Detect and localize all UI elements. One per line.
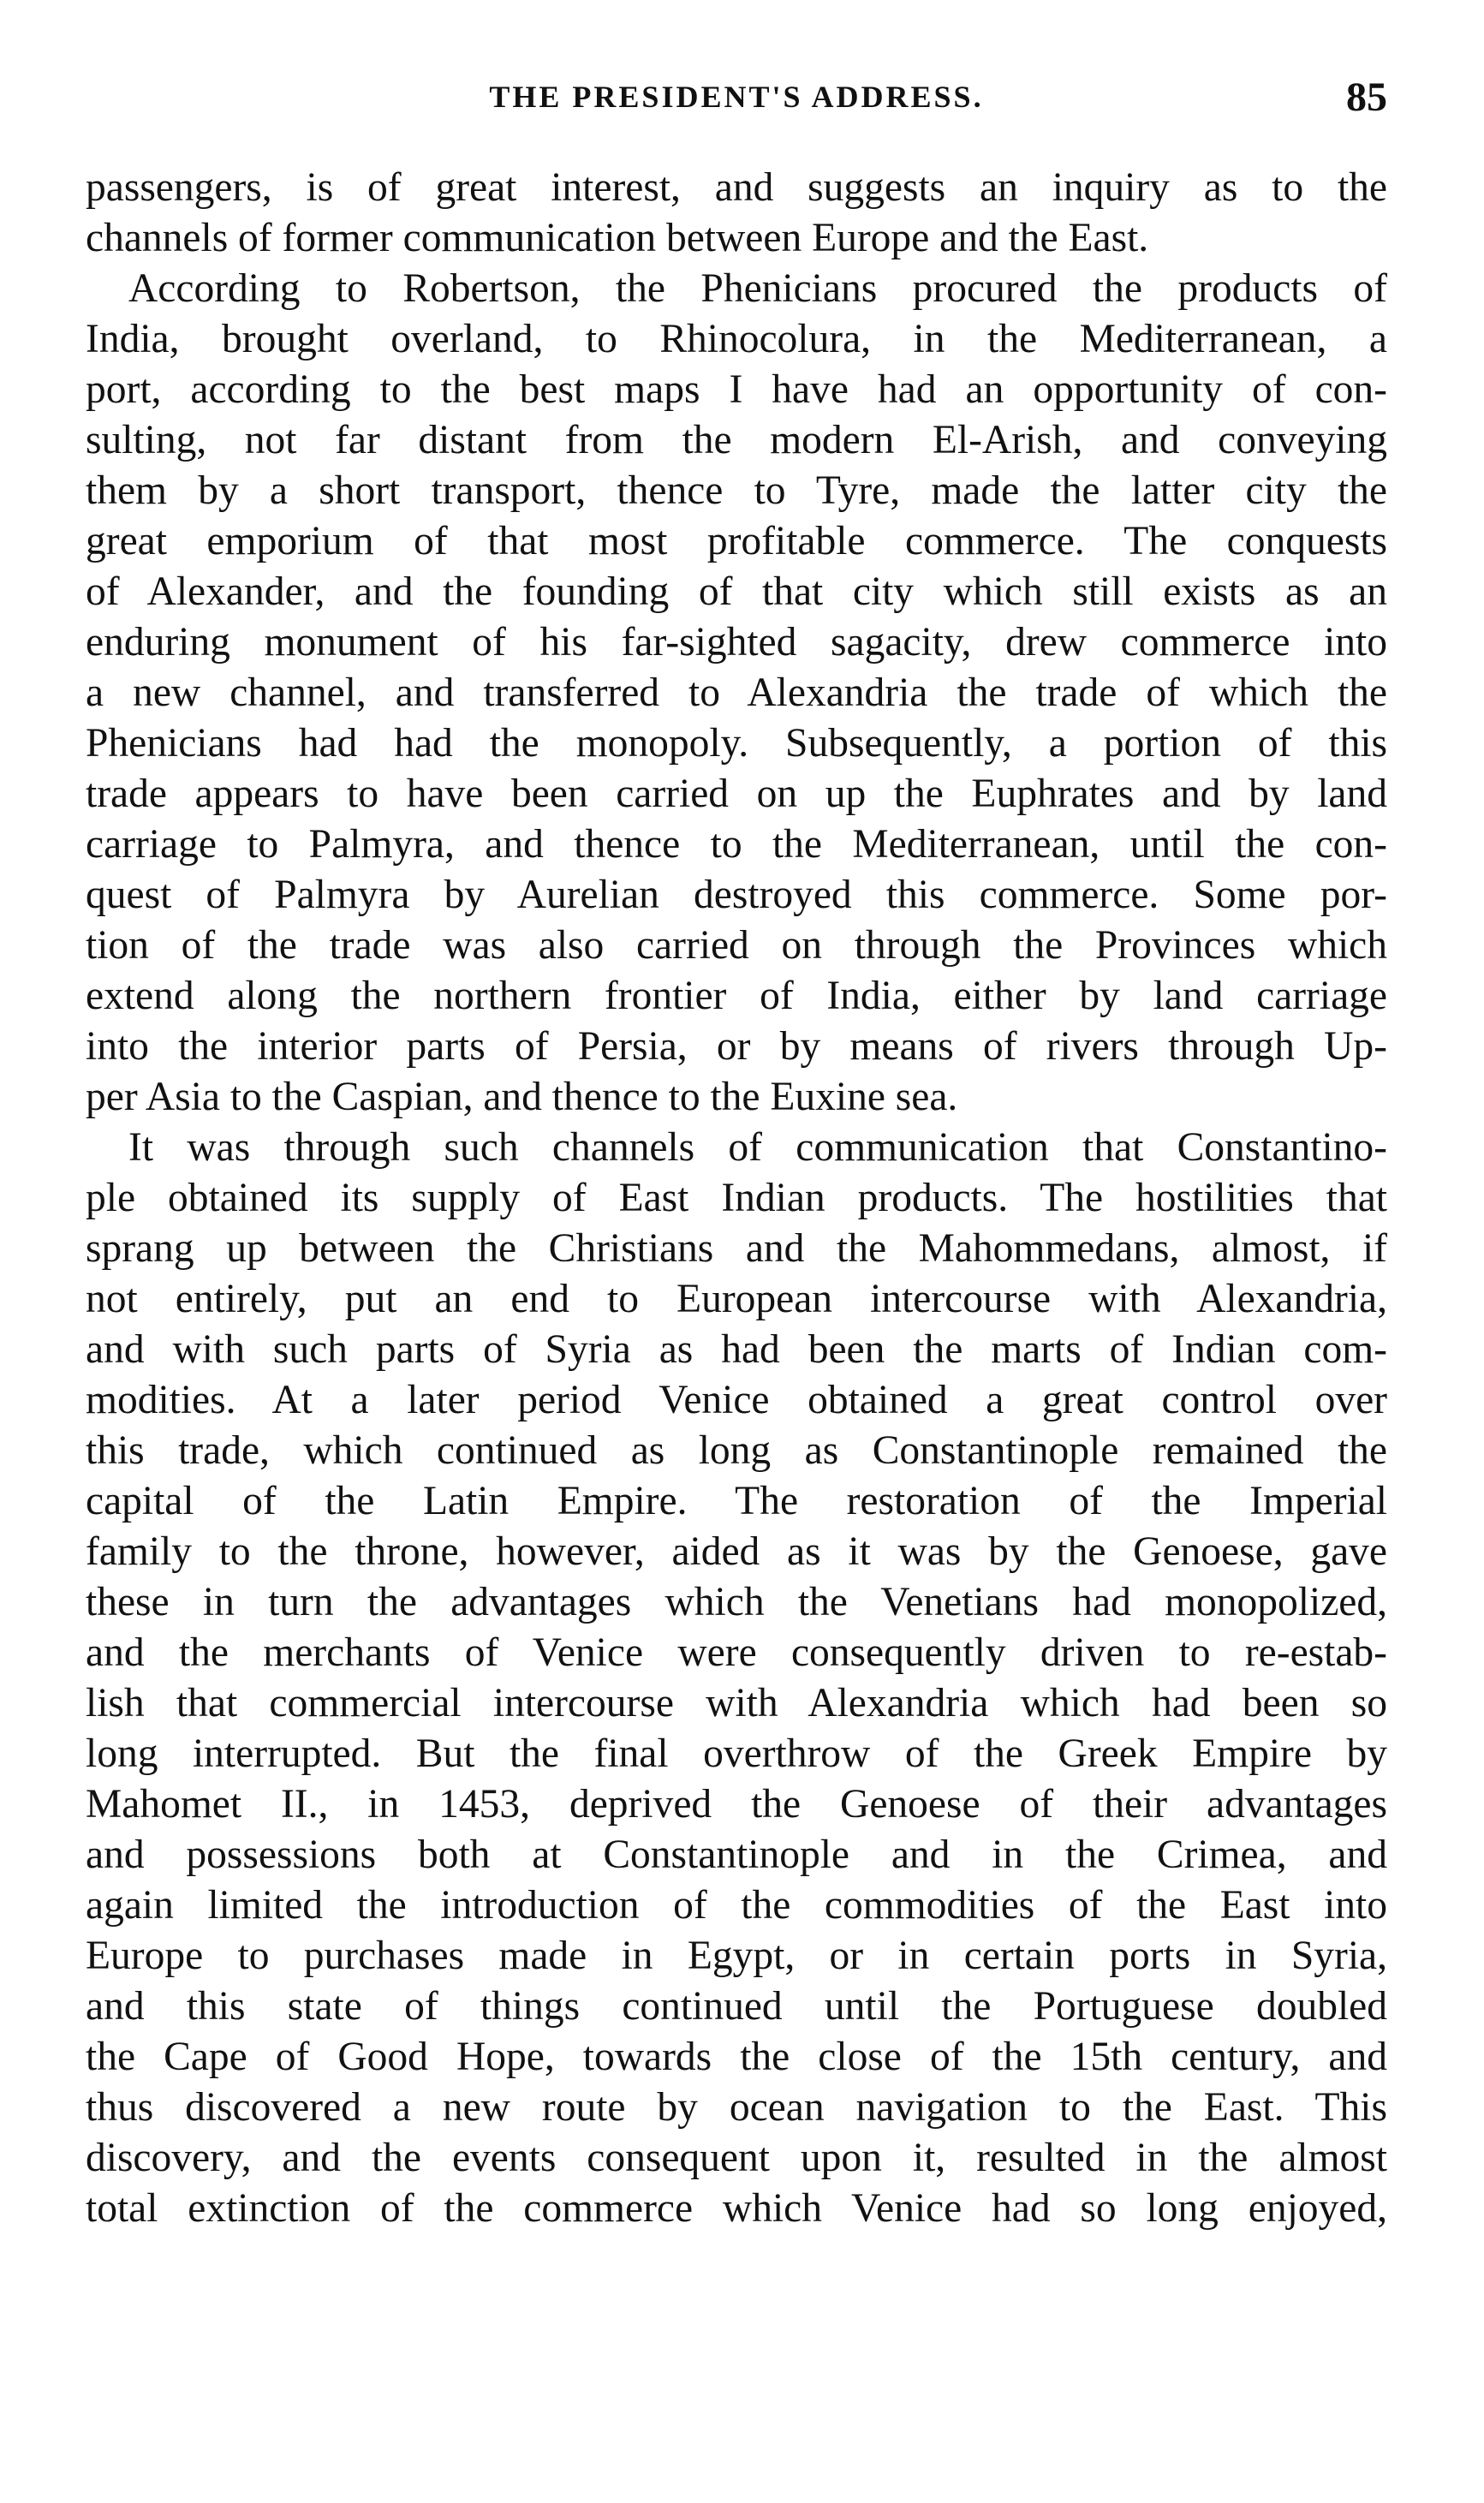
- text-line: It was through such channels of communication that Constantino-: [128, 1125, 1387, 1170]
- text-line: lish that commercial intercourse with Alexandria which had been so: [86, 1681, 1387, 1725]
- page-header: [86, 74, 1387, 134]
- text-line: channels of former communication between Europe and the East.: [86, 216, 1149, 260]
- running-head: THE PRESIDENT'S ADDRESS.: [489, 80, 984, 114]
- text-line: sulting, not far distant from the modern El-Arish, and conveying: [86, 418, 1387, 462]
- text-line: passengers, is of great interest, and suggests an inquiry as to the: [86, 165, 1387, 210]
- text-line: family to the throne, however, aided as it was by the Genoese, gave: [86, 1529, 1387, 1574]
- text-line: tion of the trade was also carried on through the Provinces which: [86, 923, 1387, 968]
- text-line: discovery, and the events consequent upon it, resulted in the almost: [86, 2136, 1387, 2180]
- text-line: and with such parts of Syria as had been the marts of Indian com-: [86, 1327, 1387, 1372]
- text-line: According to Robertson, the Phenicians procured the products of: [128, 266, 1387, 311]
- text-line: modities. At a later period Venice obtained a great control over: [86, 1378, 1387, 1422]
- text-line: long interrupted. But the final overthrow of the Greek Empire by: [86, 1731, 1387, 1776]
- text-line: these in turn the advantages which the Venetians had monopolized,: [86, 1580, 1387, 1624]
- text-line: and this state of things continued until the Portuguese doubled: [86, 1984, 1387, 2029]
- text-line: again limited the introduction of the commodities of the East into: [86, 1883, 1387, 1928]
- text-line: Europe to purchases made in Egypt, or in certain ports in Syria,: [86, 1934, 1387, 1978]
- text-line: of Alexander, and the founding of that city which still exists as an: [86, 569, 1387, 614]
- text-line: quest of Palmyra by Aurelian destroyed this commerce. Some por-: [86, 873, 1387, 917]
- text-line: great emporium of that most profitable commerce. The conquests: [86, 519, 1387, 563]
- text-line: and the merchants of Venice were consequently driven to re-estab-: [86, 1630, 1387, 1675]
- text-line: a new channel, and transferred to Alexandria the trade of which the: [86, 670, 1387, 715]
- text-line: extend along the northern frontier of India, either by land carriage: [86, 974, 1387, 1018]
- text-line: Mahomet II., in 1453, deprived the Genoese of their advantages: [86, 1782, 1387, 1827]
- text-line: not entirely, put an end to European intercourse with Alexandria,: [86, 1277, 1387, 1321]
- text-line: the Cape of Good Hope, towards the close of the 15th century, and: [86, 2035, 1387, 2079]
- text-line: India, brought overland, to Rhinocolura, in the Mediterranean, a: [86, 317, 1387, 361]
- text-line: carriage to Palmyra, and thence to the Mediterranean, until the con-: [86, 822, 1387, 867]
- text-line: trade appears to have been carried on up the Euphrates and by land: [86, 772, 1387, 816]
- text-line: and possessions both at Constantinople and in the Crimea, and: [86, 1833, 1387, 1877]
- text-line: per Asia to the Caspian, and thence to the Euxine sea.: [86, 1075, 958, 1119]
- text-line: ple obtained its supply of East Indian products. The hostilities that: [86, 1176, 1387, 1220]
- text-line: thus discovered a new route by ocean navigation to the East. This: [86, 2085, 1387, 2130]
- text-line: enduring monument of his far-sighted sagacity, drew commerce into: [86, 620, 1387, 664]
- body-text: [86, 163, 1387, 2234]
- text-line: this trade, which continued as long as Constantinople remained the: [86, 1428, 1387, 1473]
- page-number: 85: [1346, 74, 1387, 120]
- text-line: capital of the Latin Empire. The restoration of the Imperial: [86, 1479, 1387, 1523]
- text-line: port, according to the best maps I have had an opportunity of con-: [86, 367, 1387, 412]
- text-line: them by a short transport, thence to Tyre, made the latter city the: [86, 468, 1387, 513]
- text-line: total extinction of the commerce which Venice had so long enjoyed,: [86, 2186, 1387, 2231]
- text-line: sprang up between the Christians and the Mahommedans, almost, if: [86, 1226, 1387, 1271]
- text-line: into the interior parts of Persia, or by means of rivers through Up-: [86, 1024, 1387, 1069]
- text-line: Phenicians had had the monopoly. Subsequently, a portion of this: [86, 721, 1387, 766]
